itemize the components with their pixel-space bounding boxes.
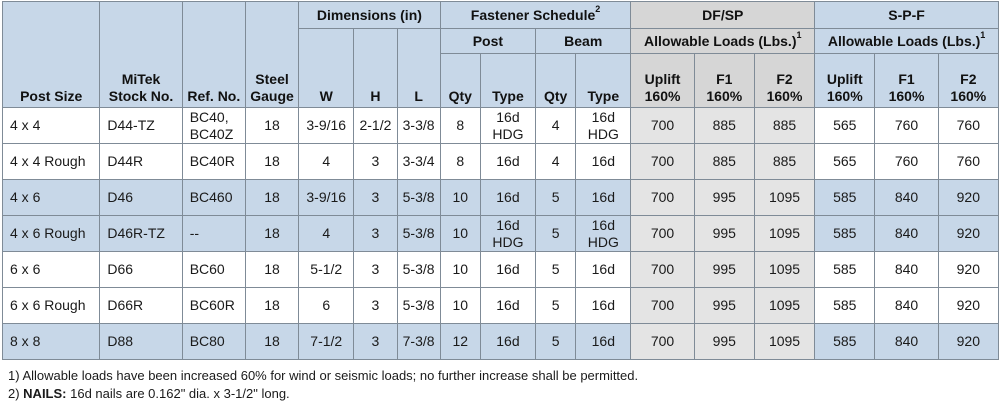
cell-dfsp-f2: 885 xyxy=(754,108,814,144)
cell-ref-no: BC80 xyxy=(182,324,245,360)
cell-spf-f2: 920 xyxy=(938,288,998,324)
cell-l: 5-3/8 xyxy=(397,216,440,252)
cell-l: 5-3/8 xyxy=(397,288,440,324)
cell-w: 3-9/16 xyxy=(299,108,354,144)
cell-spf-f2: 760 xyxy=(938,108,998,144)
header-dfsp-f1: F1 160% xyxy=(694,54,754,108)
cell-beam-qty: 5 xyxy=(536,216,576,252)
cell-beam-type: 16d xyxy=(576,144,631,180)
cell-post-type: 16d xyxy=(480,324,535,360)
cell-w: 6 xyxy=(299,288,354,324)
cell-ref-no: BC40R xyxy=(182,144,245,180)
cell-l: 7-3/8 xyxy=(397,324,440,360)
cell-beam-qty: 5 xyxy=(536,180,576,216)
cell-spf-f1: 840 xyxy=(875,324,938,360)
header-post-qty: Qty xyxy=(440,54,480,108)
cell-dfsp-uplift: 700 xyxy=(631,180,694,216)
cell-dfsp-f1: 995 xyxy=(694,252,754,288)
cell-spf-uplift: 585 xyxy=(815,180,875,216)
header-l: L xyxy=(397,29,440,108)
cell-h: 3 xyxy=(354,324,397,360)
cell-spf-uplift: 585 xyxy=(815,216,875,252)
cell-ref-no: BC460 xyxy=(182,180,245,216)
cell-post-type: 16d xyxy=(480,252,535,288)
cell-spf-f2: 760 xyxy=(938,144,998,180)
header-dfsp: DF/SP xyxy=(631,2,815,29)
cell-h: 3 xyxy=(354,288,397,324)
cell-dfsp-f2: 885 xyxy=(754,144,814,180)
header-h: H xyxy=(354,29,397,108)
cell-spf-f2: 920 xyxy=(938,324,998,360)
cell-spf-uplift: 585 xyxy=(815,288,875,324)
cell-h: 3 xyxy=(354,180,397,216)
cell-beam-type: 16d xyxy=(576,324,631,360)
cell-stock-no: D88 xyxy=(100,324,182,360)
table-row xyxy=(3,180,999,216)
cell-dfsp-uplift: 700 xyxy=(631,144,694,180)
cell-stock-no: D44R xyxy=(100,144,182,180)
cell-ref-no: -- xyxy=(182,216,245,252)
cell-dfsp-uplift: 700 xyxy=(631,288,694,324)
cell-gauge: 18 xyxy=(245,144,298,180)
cell-post-size: 6 x 6 xyxy=(3,252,100,288)
cell-post-size: 6 x 6 Rough xyxy=(3,288,100,324)
table-row xyxy=(3,144,999,180)
cell-w: 4 xyxy=(299,144,354,180)
cell-post-size: 8 x 8 xyxy=(3,324,100,360)
cell-beam-type: 16d HDG xyxy=(576,216,631,252)
cell-gauge: 18 xyxy=(245,252,298,288)
header-post: Post xyxy=(440,29,535,54)
cell-h: 3 xyxy=(354,216,397,252)
cell-dfsp-f2: 1095 xyxy=(754,288,814,324)
cell-stock-no: D66 xyxy=(100,252,182,288)
cell-stock-no: D66R xyxy=(100,288,182,324)
cell-spf-f2: 920 xyxy=(938,252,998,288)
header-spf-f2: F2 160% xyxy=(938,54,998,108)
header-dfsp-uplift: Uplift 160% xyxy=(631,54,694,108)
table-row xyxy=(3,288,999,324)
cell-spf-f1: 840 xyxy=(875,180,938,216)
header-post-type: Type xyxy=(480,54,535,108)
header-spf-uplift: Uplift 160% xyxy=(815,54,875,108)
cell-beam-qty: 5 xyxy=(536,324,576,360)
cell-post-qty: 10 xyxy=(440,216,480,252)
cell-h: 3 xyxy=(354,252,397,288)
cell-post-size: 4 x 6 Rough xyxy=(3,216,100,252)
header-spf-f1: F1 160% xyxy=(875,54,938,108)
table-row xyxy=(3,324,999,360)
cell-spf-f1: 840 xyxy=(875,216,938,252)
cell-beam-qty: 5 xyxy=(536,252,576,288)
cell-gauge: 18 xyxy=(245,108,298,144)
cell-gauge: 18 xyxy=(245,180,298,216)
footnote-1: 1) Allowable loads have been increased 60% for wind or seismic loads; no further increase shall be permitted. xyxy=(8,368,639,383)
cell-beam-type: 16d xyxy=(576,252,631,288)
cell-post-qty: 10 xyxy=(440,288,480,324)
header-w: W xyxy=(299,29,354,108)
cell-gauge: 18 xyxy=(245,288,298,324)
cell-dfsp-uplift: 700 xyxy=(631,324,694,360)
cell-spf-uplift: 585 xyxy=(815,324,875,360)
cell-gauge: 18 xyxy=(245,324,298,360)
cell-post-type: 16d HDG xyxy=(480,216,535,252)
cell-post-type: 16d HDG xyxy=(480,108,535,144)
cell-l: 5-3/8 xyxy=(397,180,440,216)
table-row xyxy=(3,252,999,288)
cell-w: 3-9/16 xyxy=(299,180,354,216)
cell-w: 7-1/2 xyxy=(299,324,354,360)
cell-dfsp-f1: 885 xyxy=(694,108,754,144)
cell-l: 3-3/4 xyxy=(397,144,440,180)
cell-beam-qty: 4 xyxy=(536,108,576,144)
cell-dfsp-uplift: 700 xyxy=(631,252,694,288)
cell-spf-f1: 840 xyxy=(875,288,938,324)
cell-dfsp-uplift: 700 xyxy=(631,216,694,252)
footnotes xyxy=(8,367,638,403)
cell-gauge: 18 xyxy=(245,216,298,252)
header-spf-allowable-loads: Allowable Loads $(Lbs.)^1$ xyxy=(815,29,999,54)
cell-dfsp-f2: 1095 xyxy=(754,216,814,252)
cell-beam-qty: 5 xyxy=(536,288,576,324)
cell-h: 3 xyxy=(354,144,397,180)
cell-stock-no: D46 xyxy=(100,180,182,216)
cell-l: 5-3/8 xyxy=(397,252,440,288)
cell-dfsp-f1: 995 xyxy=(694,324,754,360)
footnote-2-label: NAILS: xyxy=(23,386,67,401)
post-cap-spec-table xyxy=(2,1,999,360)
cell-beam-type: 16d xyxy=(576,288,631,324)
footnote-2: 2) NAILS: 16d nails are 0.162" dia. x 3-1/2" long. xyxy=(8,386,290,401)
cell-beam-type: 16d xyxy=(576,180,631,216)
cell-spf-uplift: 565 xyxy=(815,144,875,180)
cell-post-qty: 10 xyxy=(440,180,480,216)
cell-dfsp-f1: 995 xyxy=(694,288,754,324)
cell-spf-f2: 920 xyxy=(938,180,998,216)
cell-spf-f1: 760 xyxy=(875,108,938,144)
cell-dfsp-f2: 1095 xyxy=(754,180,814,216)
cell-dfsp-f1: 995 xyxy=(694,216,754,252)
cell-stock-no: D44-TZ xyxy=(100,108,182,144)
cell-spf-f2: 920 xyxy=(938,216,998,252)
header-spf: S-P-F xyxy=(815,2,999,29)
header-post-size: Post Size xyxy=(3,2,100,108)
cell-post-size: 4 x 4 Rough xyxy=(3,144,100,180)
cell-dfsp-f2: 1095 xyxy=(754,252,814,288)
cell-post-qty: 10 xyxy=(440,252,480,288)
cell-dfsp-f1: 885 xyxy=(694,144,754,180)
header-steel-gauge: Steel Gauge xyxy=(245,2,298,108)
cell-dfsp-uplift: 700 xyxy=(631,108,694,144)
cell-ref-no: BC60 xyxy=(182,252,245,288)
header-beam-type: Type xyxy=(576,54,631,108)
cell-spf-f1: 760 xyxy=(875,144,938,180)
cell-ref-no: BC60R xyxy=(182,288,245,324)
header-dimensions: Dimensions (in) xyxy=(299,2,441,29)
cell-w: 4 xyxy=(299,216,354,252)
cell-dfsp-f1: 995 xyxy=(694,180,754,216)
cell-h: 2-1/2 xyxy=(354,108,397,144)
cell-beam-type: 16d HDG xyxy=(576,108,631,144)
cell-post-size: 4 x 4 xyxy=(3,108,100,144)
cell-post-type: 16d xyxy=(480,144,535,180)
cell-stock-no: D46R-TZ xyxy=(100,216,182,252)
table-row xyxy=(3,216,999,252)
cell-post-type: 16d xyxy=(480,288,535,324)
cell-post-qty: 8 xyxy=(440,108,480,144)
cell-l: 3-3/8 xyxy=(397,108,440,144)
header-beam-qty: Qty xyxy=(536,54,576,108)
spec-table-body xyxy=(3,108,999,360)
cell-post-type: 16d xyxy=(480,180,535,216)
header-dfsp-allowable-loads: Allowable Loads $(Lbs.)^1$ xyxy=(631,29,815,54)
cell-post-qty: 8 xyxy=(440,144,480,180)
cell-spf-uplift: 585 xyxy=(815,252,875,288)
cell-post-size: 4 x 6 xyxy=(3,180,100,216)
header-beam: Beam xyxy=(536,29,631,54)
header-stock-no: MiTek Stock No. xyxy=(100,2,182,108)
table-row xyxy=(3,108,999,144)
header-fastener-schedule: Fastener Schedule$^2$ xyxy=(440,2,631,29)
cell-spf-f1: 840 xyxy=(875,252,938,288)
cell-post-qty: 12 xyxy=(440,324,480,360)
header-dfsp-f2: F2 160% xyxy=(754,54,814,108)
header-ref-no: Ref. No. xyxy=(182,2,245,108)
cell-w: 5-1/2 xyxy=(299,252,354,288)
cell-ref-no: BC40, BC40Z xyxy=(182,108,245,144)
cell-dfsp-f2: 1095 xyxy=(754,324,814,360)
cell-spf-uplift: 565 xyxy=(815,108,875,144)
cell-beam-qty: 4 xyxy=(536,144,576,180)
